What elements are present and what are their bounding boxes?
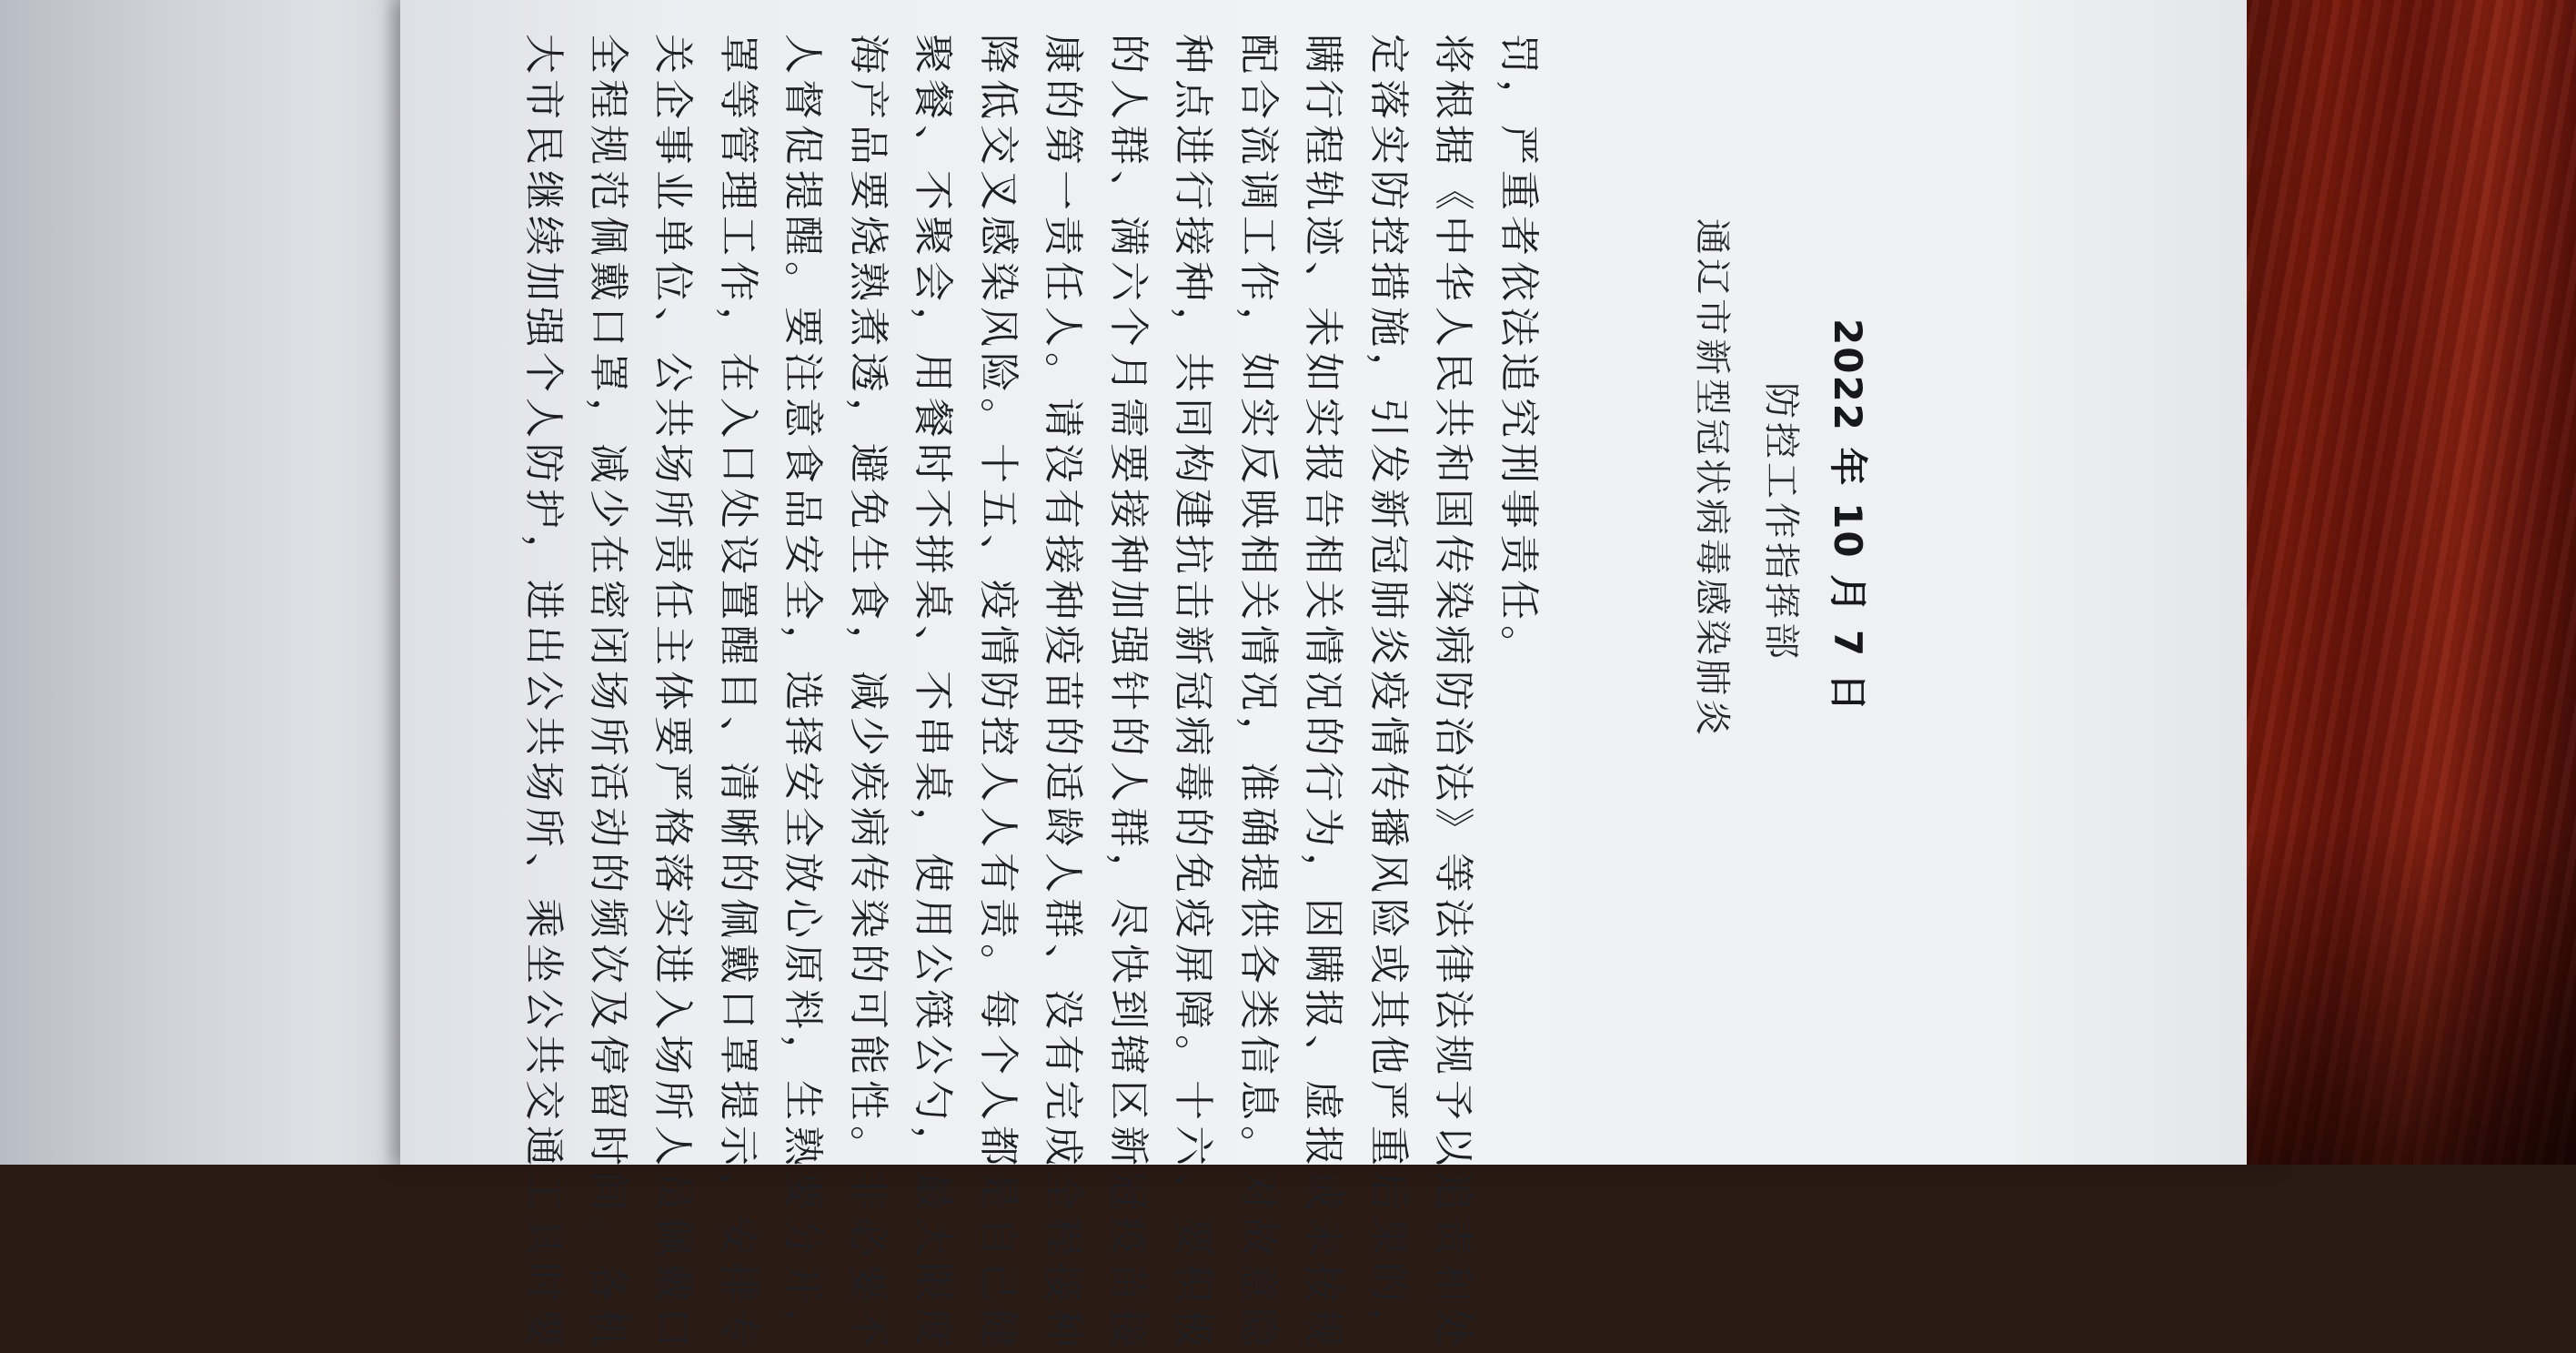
body-line: 人督促提醒。要注意食品安全，选择安全放心原料，生熟要分开， — [780, 34, 826, 1353]
rotated-content — [508, 34, 1581, 1353]
body-line: 海产品要烧熟煮透，避免生食，减少疾病传染的可能性。非必要不 — [845, 34, 891, 1353]
body-line: 瞒行程轨迹、未如实报告相关情况的行为，因瞒报、虚报或未按规 — [1300, 34, 1346, 1353]
body-line: 配合流调工作，如实反映相关情况，准确提供各类信息。对故意隐 — [1235, 34, 1282, 1353]
signature-dept: 防控工作指挥部 — [1760, 382, 1802, 662]
body-line: 的人群、满六个月需要接种加强针的人群，尽快到辖区新冠疫苗接 — [1105, 34, 1152, 1353]
signature-org: 通辽市新型冠状病毒感染肺炎 — [1691, 218, 1733, 739]
body-line: 关企事业单位、公共场所责任主体要严格落实进入场所人员佩戴口 — [649, 34, 696, 1353]
body-line: 将根据《中华人民共和国传染病防治法》等法律法规予以追责和处 — [1430, 34, 1476, 1353]
table-shadow — [2247, 819, 2576, 1165]
body-line: 罚，严重者依法追究刑事责任。 — [1495, 34, 1542, 671]
document-text-block — [508, 34, 1581, 1353]
document-date: 2022 年 10 月 7 日 — [1826, 318, 1870, 713]
signature-block — [1674, 0, 1910, 1165]
body-line: 种点进行接种，共同构建抗击新冠病毒的免疫屏障。十六、要积极 — [1170, 34, 1216, 1353]
body-line: 大市民继续加强个人防护，进出公共场所、乘坐公共交通工具时要 — [520, 34, 567, 1353]
body-line: 康的第一责任人。请没有接种疫苗的适龄人群、没有完成全程接种 — [1040, 34, 1086, 1353]
body-line: 降低交叉感染风险。十五、疫情防控人人有责。每个人都是自己健 — [975, 34, 1021, 1353]
body-line: 全程规范佩戴口罩，减少在密闭场所活动的频次及停留时间。各机 — [585, 34, 631, 1353]
body-line: 定落实防控措施，引发新冠肺炎疫情传播风险或其他严重后果的， — [1365, 34, 1412, 1353]
body-line: 罩等管理工作，在入口处设置醒目、清晰的佩戴口罩提示，安排专 — [715, 34, 761, 1353]
body-line: 聚餐、不聚会，用餐时不拼桌、不串桌，使用公筷公勺，最大限度 — [910, 34, 956, 1353]
